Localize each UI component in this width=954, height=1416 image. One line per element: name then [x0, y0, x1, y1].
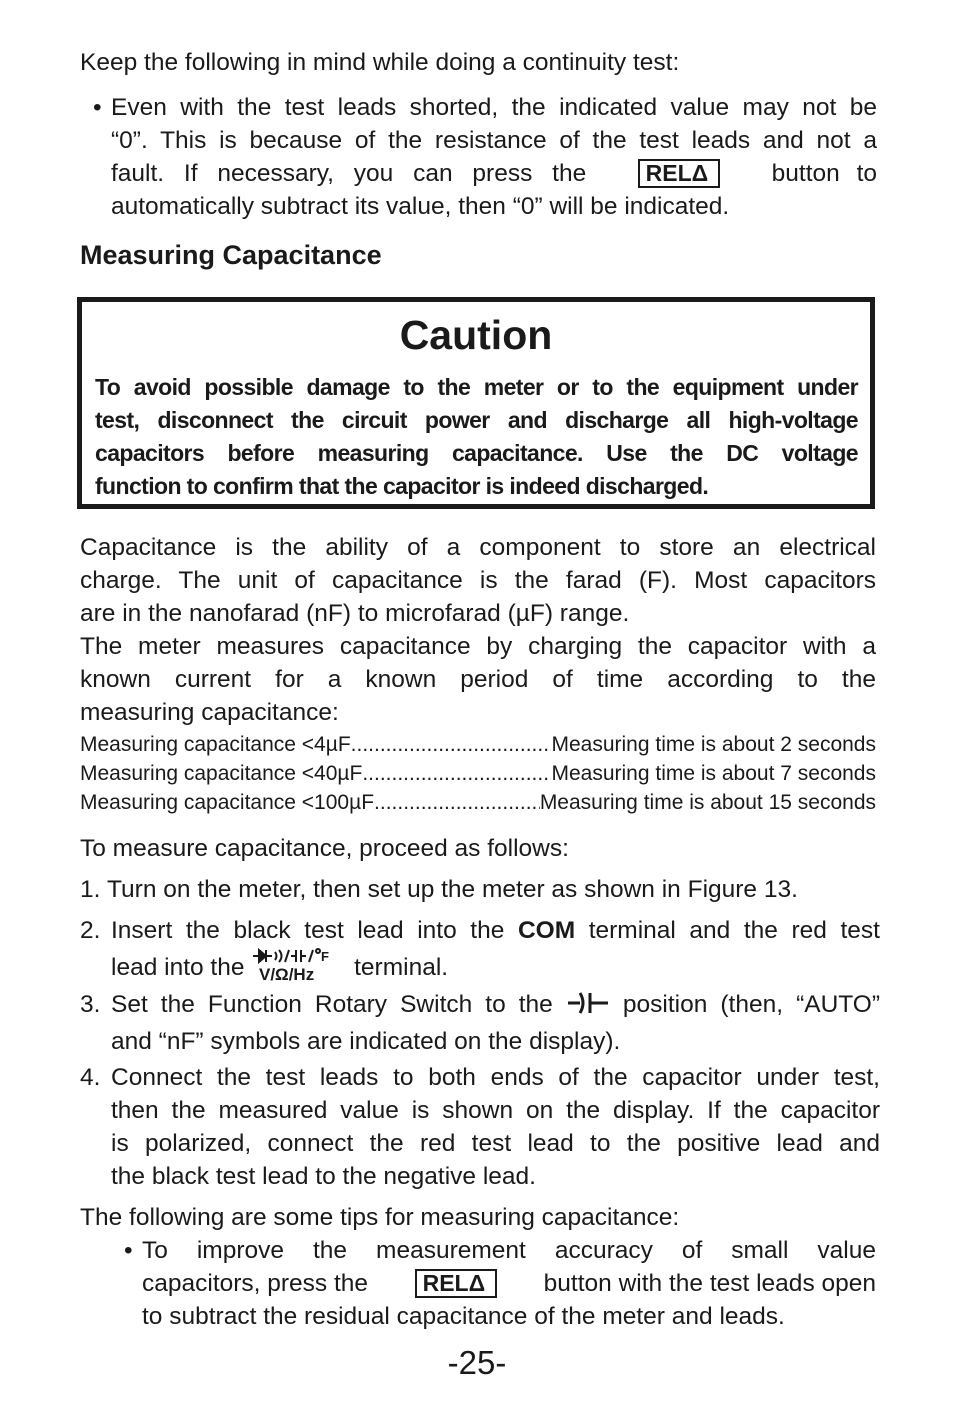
step-number: 3.	[80, 991, 101, 1018]
procedure-steps	[80, 873, 880, 906]
step-line: Connect the test leads to both ends of the capacitor under test,	[111, 1064, 880, 1091]
step-2	[80, 914, 880, 992]
step-1	[80, 873, 880, 906]
tip-line-2	[124, 1267, 876, 1300]
caution-box	[77, 297, 875, 509]
step-number: 1.	[80, 876, 101, 903]
timing-label: Measuring capacitance <100µF	[80, 791, 375, 814]
step-line	[111, 988, 880, 1025]
bullet-text: Even with the test leads shorted, the indicated value may not be	[111, 94, 877, 121]
tip-line-1	[124, 1234, 876, 1267]
tip-text: capacitors, press the	[142, 1270, 369, 1297]
bullet-marker: •	[93, 94, 102, 121]
step-text-part: lead into the	[111, 954, 245, 981]
caution-line: To avoid possible damage to the meter or to the equipment under	[95, 374, 858, 400]
timing-row	[80, 730, 876, 759]
bullet-line-3	[93, 157, 877, 190]
step-line: then the measured value is shown on the display. If the capacitor	[111, 1097, 880, 1124]
tip-text: To improve the measurement accuracy of small value	[142, 1237, 876, 1264]
tips-intro: The following are some tips for measuring capacitance:	[80, 1204, 680, 1231]
procedure-steps-2	[80, 914, 880, 992]
timing-value: Measuring time is about 2 seconds	[551, 733, 876, 756]
step-number: 2.	[80, 917, 101, 944]
tips-bullet	[124, 1234, 876, 1333]
procedure-intro: To measure capacitance, proceed as follows:	[80, 835, 569, 862]
step-text	[111, 1061, 880, 1193]
leader-dots	[362, 759, 551, 788]
bullet-marker: •	[124, 1237, 133, 1264]
timing-label: Measuring capacitance <40µF	[80, 762, 363, 785]
step-number: 4.	[80, 1064, 101, 1091]
step-text-part: position (then, “AUTO”	[622, 991, 880, 1018]
step-3	[80, 988, 880, 1058]
intro-text: Keep the following in mind while doing a continuity test:	[80, 49, 680, 76]
para-line: charge. The unit of capacitance is the farad (F). Most capacitors	[80, 567, 876, 594]
caution-line: test, disconnect the circuit power and discharge all high-voltage	[95, 407, 858, 433]
step-text-part: terminal and the red test	[588, 917, 880, 944]
step-line	[111, 914, 880, 947]
timing-table	[80, 730, 876, 817]
tip-line-3: to subtract the residual capacitance of the meter and leads.	[142, 1303, 785, 1330]
timing-row	[80, 788, 876, 817]
bullet-text: button to	[771, 160, 877, 187]
rel-delta-key: RELΔ	[415, 1269, 498, 1298]
tip-text: button with the test leads open	[543, 1270, 876, 1297]
bullet-line-4: automatically subtract its value, then “0” will be indicated.	[111, 193, 730, 220]
para-line: The meter measures capacitance by charging the capacitor with a	[80, 633, 876, 660]
continuity-note-bullet	[93, 91, 877, 223]
step-4	[80, 1061, 880, 1193]
step-text: Turn on the meter, then set up the meter as shown in Figure 13.	[107, 876, 798, 903]
timing-value: Measuring time is about 7 seconds	[551, 762, 876, 785]
step-line	[111, 947, 880, 992]
step-text-part: terminal.	[354, 954, 449, 981]
leader-dots	[351, 730, 552, 759]
caution-title: Caution	[399, 312, 553, 358]
step-line: is polarized, connect the red test lead to the positive lead and	[111, 1130, 880, 1157]
capacitance-definition	[80, 531, 876, 630]
procedure-steps-4	[80, 1061, 880, 1193]
svg-text:F: F	[321, 949, 330, 964]
timing-row	[80, 759, 876, 788]
para-line: known current for a known period of time according to the	[80, 666, 876, 693]
capacitor-icon	[566, 990, 610, 1025]
bullet-line-1	[93, 91, 877, 124]
step-line: the black test lead to the negative lead.	[111, 1163, 536, 1190]
terminal-symbol-label: V/Ω/Hz	[259, 965, 315, 983]
caution-line: capacitors before measuring capacitance. Use the DC voltage	[95, 440, 858, 466]
para-line: Capacitance is the ability of a component to store an electrical	[80, 534, 876, 561]
step-text-part: Set the Function Rotary Switch to the	[111, 991, 553, 1018]
step-text-part: Insert the black test lead into the	[111, 917, 505, 944]
bullet-line-2: “0”. This is because of the resistance of the test leads and not a	[111, 127, 877, 154]
step-line: and “nF” symbols are indicated on the display).	[111, 1028, 621, 1055]
bullet-text: fault. If necessary, you can press the	[111, 160, 587, 187]
caution-text	[95, 371, 858, 503]
step-text	[111, 914, 880, 992]
page-number: -25-	[447, 1344, 507, 1381]
multi-function-terminal-icon	[251, 947, 347, 992]
com-terminal-label: COM	[517, 917, 576, 944]
timing-label: Measuring capacitance <4µF	[80, 733, 351, 756]
procedure-steps-3	[80, 988, 880, 1058]
leader-dots	[374, 788, 540, 817]
para-line: are in the nanofarad (nF) to microfarad (µF) range.	[80, 600, 630, 627]
timing-value: Measuring time is about 15 seconds	[539, 791, 876, 814]
measurement-method	[80, 630, 876, 729]
section-heading: Measuring Capacitance	[80, 240, 382, 270]
caution-line: function to confirm that the capacitor is indeed discharged.	[95, 473, 709, 499]
step-text	[111, 988, 880, 1058]
para-line: measuring capacitance:	[80, 699, 339, 726]
rel-delta-key: RELΔ	[638, 159, 721, 188]
